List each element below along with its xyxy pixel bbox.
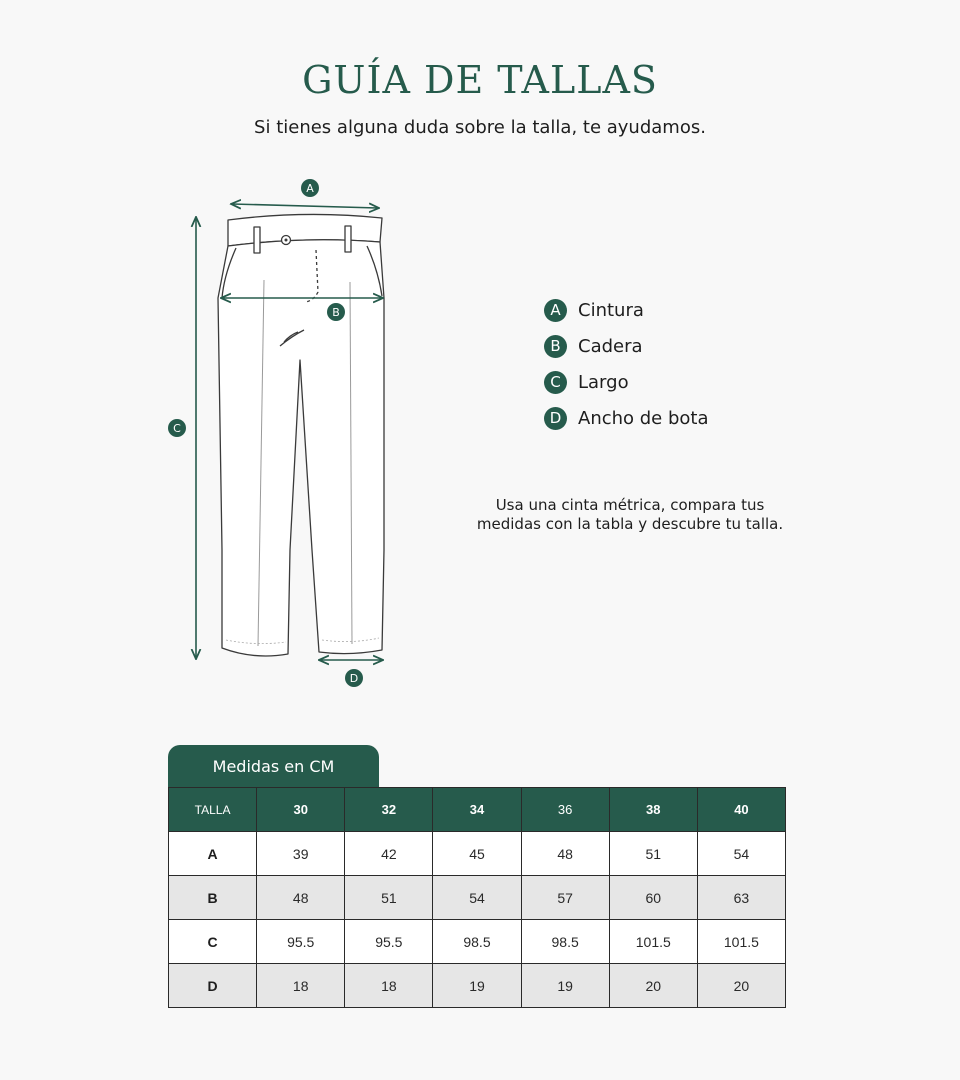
table-cell: 18: [257, 964, 345, 1008]
size-header-cell: 32: [345, 788, 433, 832]
table-cell: 63: [697, 876, 785, 920]
row-label: C: [169, 920, 257, 964]
size-header-cell: 40: [697, 788, 785, 832]
table-cell: 95.5: [257, 920, 345, 964]
legend-label: Cadera: [578, 335, 643, 357]
waist-arrow: [232, 204, 378, 208]
table-cell: 60: [609, 876, 697, 920]
table-row: [169, 964, 786, 1008]
size-header-cell: 38: [609, 788, 697, 832]
marker-a: A: [306, 182, 314, 195]
marker-b: B: [332, 306, 340, 319]
marker-d: D: [349, 672, 359, 685]
table-cell: 54: [433, 876, 521, 920]
marker-c: C: [173, 422, 181, 435]
row-label: D: [169, 964, 257, 1008]
pants-diagram: [160, 170, 400, 700]
legend-badge: C: [544, 371, 567, 394]
table-cell: 98.5: [521, 920, 609, 964]
table-cell: 48: [257, 876, 345, 920]
table-cell: 51: [345, 876, 433, 920]
page-subtitle: Si tienes alguna duda sobre la talla, te ayudamos.: [254, 117, 706, 138]
table-cell: 19: [521, 964, 609, 1008]
legend-badge: A: [544, 299, 567, 322]
row-label: B: [169, 876, 257, 920]
table-cell: 45: [433, 832, 521, 876]
legend-label: Ancho de bota: [578, 407, 709, 429]
size-header-row: [169, 788, 786, 832]
table-cell: 57: [521, 876, 609, 920]
size-header-label: TALLA: [169, 788, 257, 832]
legend-label: Cintura: [578, 299, 644, 321]
table-cell: 48: [521, 832, 609, 876]
row-label: A: [169, 832, 257, 876]
table-cell: 18: [345, 964, 433, 1008]
table-cell: 20: [697, 964, 785, 1008]
measuring-instructions: Usa una cinta métrica, compara tus medidas con la tabla y descubre tu talla.: [476, 496, 784, 533]
page-title: GUÍA DE TALLAS: [302, 58, 658, 102]
table-cell: 98.5: [433, 920, 521, 964]
size-header-cell: 34: [433, 788, 521, 832]
table-cell: 101.5: [697, 920, 785, 964]
legend-item-length: [544, 370, 709, 394]
table-cell: 39: [257, 832, 345, 876]
table-cell: 20: [609, 964, 697, 1008]
size-header-cell: 30: [257, 788, 345, 832]
table-row: [169, 876, 786, 920]
table-cell: 19: [433, 964, 521, 1008]
table-tab-label: Medidas en CM: [168, 745, 379, 787]
legend-item-waist: [544, 298, 709, 322]
size-table: [168, 787, 786, 1008]
table-row: [169, 832, 786, 876]
measurement-legend: [544, 298, 709, 442]
pants-outline: [218, 214, 384, 656]
table-cell: 95.5: [345, 920, 433, 964]
legend-item-hip: [544, 334, 709, 358]
table-cell: 51: [609, 832, 697, 876]
table-row: [169, 920, 786, 964]
legend-label: Largo: [578, 371, 629, 393]
legend-badge: B: [544, 335, 567, 358]
size-header-cell: 36: [521, 788, 609, 832]
table-cell: 42: [345, 832, 433, 876]
legend-item-hem-width: [544, 406, 709, 430]
legend-badge: D: [544, 407, 567, 430]
table-cell: 101.5: [609, 920, 697, 964]
table-cell: 54: [697, 832, 785, 876]
